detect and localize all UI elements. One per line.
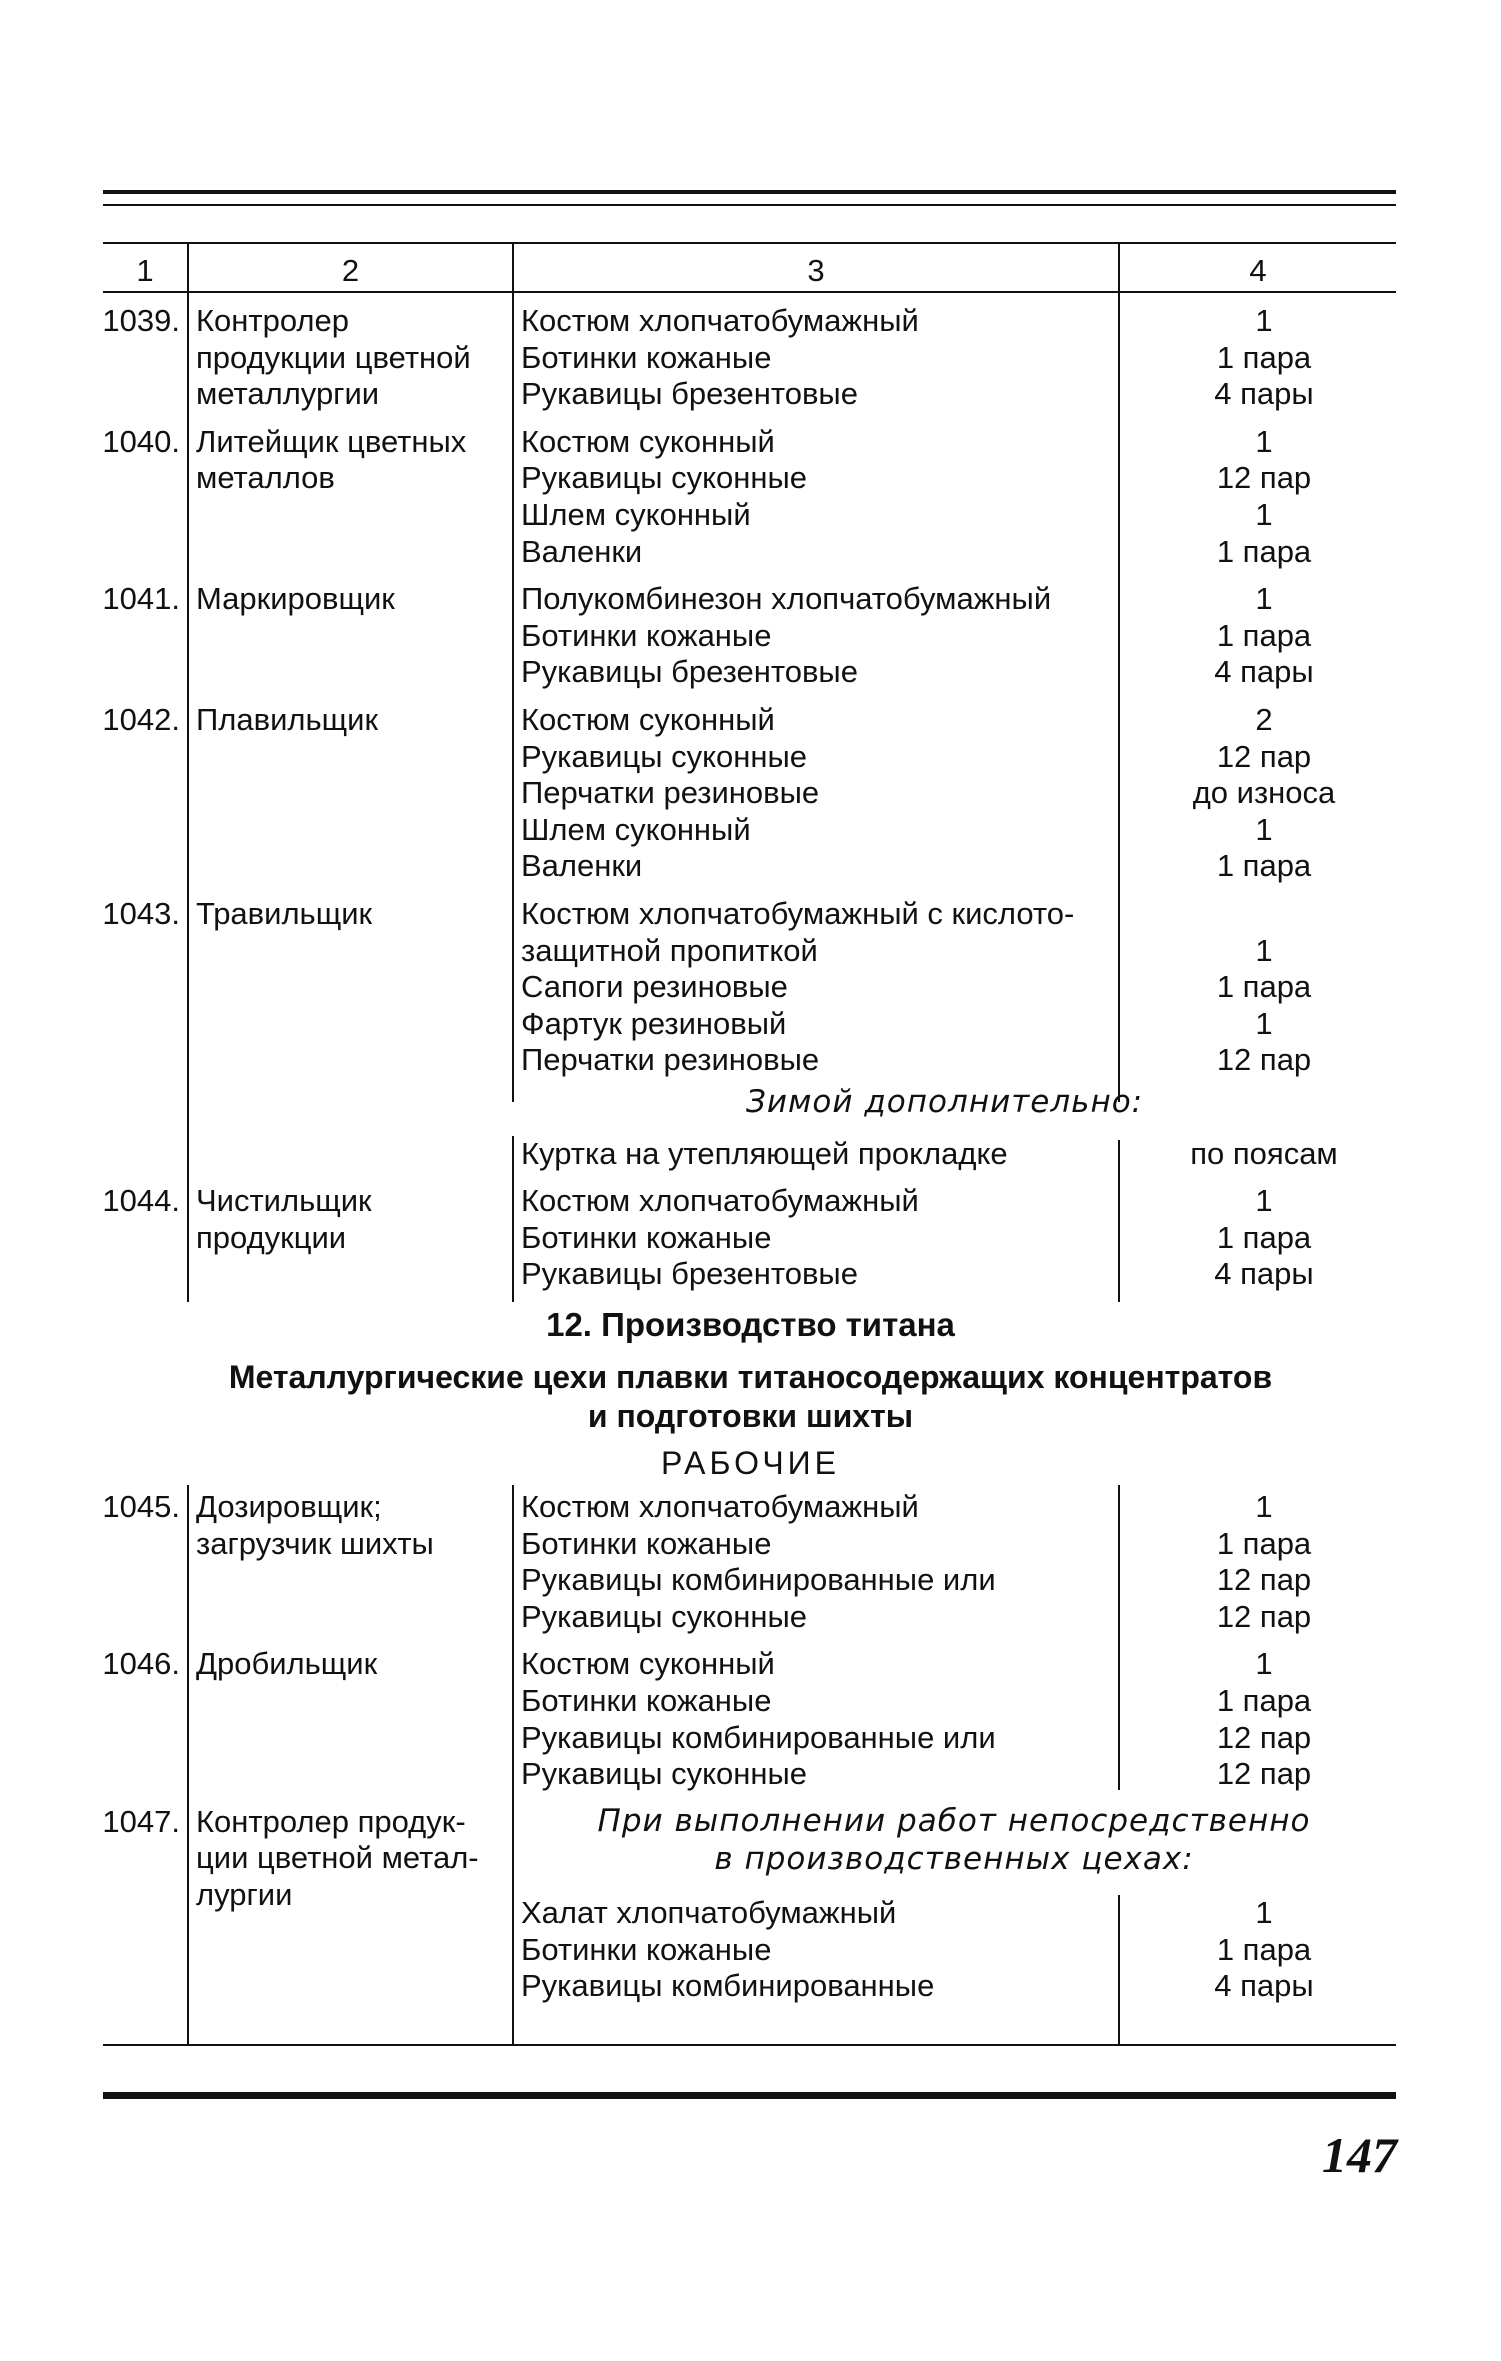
upper-item-name: Ботинки кожаные: [521, 339, 772, 375]
upper-profession: Маркировщик: [196, 581, 395, 617]
upper-item-name: Куртка на утепляющей прокладке: [521, 1135, 1008, 1171]
col-header-3: 3: [807, 253, 825, 288]
lower-item-name: Ботинки кожаные: [521, 1931, 772, 1967]
upper-item-name: Полукомбинезон хлопчатобумажный: [521, 581, 1052, 617]
upper-item-name: Костюм суконный: [521, 702, 775, 737]
upper-item-name: Костюм суконный: [521, 423, 775, 459]
upper-item-quantity: 4 пары: [1214, 376, 1314, 412]
upper-row-number: 1041.: [102, 581, 180, 617]
upper-item-name: Шлем суконный: [521, 497, 751, 532]
upper-profession: Литейщик цветных: [196, 423, 467, 459]
lower-profession: Дозировщик;: [196, 1489, 382, 1524]
lower-item-name: Халат хлопчатобумажный: [521, 1895, 897, 1930]
upper-profession: Плавильщик: [196, 702, 379, 737]
upper-item-quantity: 1 пара: [1216, 1219, 1312, 1255]
lower-item-quantity: 12 пар: [1216, 1598, 1312, 1634]
col-divider-3: [1118, 242, 1120, 1102]
lower-item-name: Рукавицы суконные: [521, 1598, 808, 1634]
upper-item-quantity: 1: [1255, 303, 1273, 338]
upper-item-name: Рукавицы брезентовые: [521, 1256, 858, 1292]
upper-item-name: Фартук резиновый: [521, 1005, 787, 1041]
lower-item-quantity: 12 пар: [1216, 1756, 1312, 1792]
lower-item-quantity: 1: [1255, 1646, 1273, 1682]
lower-item-quantity: 1 пара: [1216, 1683, 1312, 1718]
upper-item-quantity: 1: [1255, 581, 1273, 617]
lower-col-divider-2: [512, 1485, 514, 2045]
lower-item-name: Ботинки кожаные: [521, 1683, 772, 1718]
upper-item-name: Костюм хлопчатобумажный: [521, 303, 919, 338]
lower-row-number: 1045.: [102, 1489, 180, 1524]
lower-note: При выполнении работ непосредственно: [597, 1802, 1311, 1839]
lower-item-name: Костюм хлопчатобумажный: [521, 1489, 919, 1524]
upper-item-quantity: 1: [1255, 811, 1273, 847]
upper-profession: Контролер: [196, 303, 349, 338]
lower-item-name: Рукавицы суконные: [521, 1756, 808, 1792]
upper-item-name: Рукавицы суконные: [521, 738, 808, 774]
upper-item-quantity: 4 пары: [1214, 1256, 1314, 1292]
lower-item-quantity: 12 пар: [1216, 1562, 1312, 1598]
upper-row-number: 1042.: [102, 702, 180, 737]
upper-note: Зимой дополнительно:: [746, 1084, 1144, 1120]
section-title: 12. Производство титана: [546, 1306, 955, 1343]
lower-item-name: Рукавицы комбинированные или: [521, 1562, 996, 1598]
upper-item-name: Валенки: [521, 533, 643, 569]
lower-row-number: 1047.: [102, 1803, 180, 1839]
lower-item-quantity: 4 пары: [1214, 1968, 1314, 2004]
header-bottom-rule: [103, 291, 1396, 293]
upper-item-quantity: 2: [1255, 702, 1273, 737]
lower-profession: Дробильщик: [196, 1646, 378, 1682]
lower-item-name: Рукавицы комбинированные: [521, 1968, 935, 2004]
upper-item-quantity: 1: [1255, 932, 1273, 968]
upper-item-name: Валенки: [521, 848, 643, 884]
col-header-4: 4: [1249, 253, 1267, 288]
page-number: 147: [1322, 2127, 1397, 2183]
lower-item-quantity: 1 пара: [1216, 1931, 1312, 1967]
upper-item-name: защитной пропиткой: [521, 932, 818, 968]
col-divider-3b: [1118, 1140, 1120, 1302]
upper-item-name: Ботинки кожаные: [521, 1219, 772, 1255]
upper-row-number: 1044.: [102, 1183, 180, 1219]
upper-profession: металлов: [196, 460, 335, 496]
top-rule-thick: [103, 190, 1396, 194]
upper-item-quantity: 1: [1255, 497, 1273, 532]
lower-col-divider-3a: [1118, 1485, 1120, 1790]
upper-item-quantity: 1: [1255, 423, 1273, 459]
upper-item-name: Шлем суконный: [521, 811, 751, 847]
upper-item-quantity: 12 пар: [1216, 1042, 1312, 1078]
lower-item-name: Рукавицы комбинированные или: [521, 1719, 996, 1755]
upper-item-quantity: 1 пара: [1216, 848, 1312, 884]
upper-item-name: Сапоги резиновые: [521, 969, 788, 1005]
upper-item-quantity: 1 пара: [1216, 533, 1312, 569]
col-divider-2: [512, 242, 514, 1102]
col-divider-2b: [512, 1136, 514, 1302]
upper-item-quantity: 1 пара: [1216, 969, 1312, 1005]
lower-item-name: Костюм суконный: [521, 1646, 775, 1682]
col-divider-1: [187, 242, 189, 1302]
upper-item-name: Перчатки резиновые: [521, 775, 820, 811]
upper-row-number: 1039.: [102, 303, 180, 338]
upper-item-name: Рукавицы брезентовые: [521, 376, 858, 412]
lower-profession: загрузчик шихты: [196, 1525, 434, 1561]
upper-item-quantity: 1 пара: [1216, 617, 1312, 653]
lower-item-quantity: 1: [1255, 1489, 1273, 1524]
upper-item-name: Рукавицы суконные: [521, 460, 808, 496]
lower-item-quantity: 1: [1255, 1895, 1273, 1930]
subsection-title-line1: Металлургические цехи плавки титаносодержащих концентратов: [228, 1359, 1273, 1395]
upper-item-quantity: 1: [1255, 1005, 1273, 1041]
upper-item-quantity: до износа: [1192, 775, 1336, 811]
upper-item-quantity: 1 пара: [1216, 339, 1312, 375]
top-rule-thin: [103, 204, 1396, 206]
category-label: РАБОЧИЕ: [660, 1445, 841, 1481]
subsection-title-line2: и подготовки шихты: [587, 1398, 914, 1434]
lower-col-divider-3b: [1118, 1895, 1120, 2045]
lower-item-quantity: 1 пара: [1216, 1525, 1312, 1561]
lower-profession: ции цветной метал-: [196, 1840, 479, 1876]
lower-item-quantity: 12 пар: [1216, 1719, 1312, 1755]
upper-row-number: 1040.: [102, 423, 180, 459]
lower-col-divider-1: [187, 1485, 189, 2045]
upper-profession: Травильщик: [196, 896, 373, 931]
upper-profession: продукции: [196, 1219, 347, 1255]
upper-item-quantity: 12 пар: [1216, 738, 1312, 774]
upper-item-name: Ботинки кожаные: [521, 617, 772, 653]
lower-note: в производственных цехах:: [714, 1841, 1194, 1878]
header-top-rule: [103, 242, 1396, 244]
upper-profession: Чистильщик: [196, 1183, 372, 1219]
upper-item-name: Рукавицы брезентовые: [521, 654, 858, 690]
upper-row-number: 1043.: [102, 896, 180, 931]
upper-profession: металлургии: [196, 376, 380, 412]
upper-item-quantity: по поясам: [1190, 1135, 1338, 1171]
lower-profession: лургии: [196, 1877, 293, 1912]
bottom-rule: [103, 2092, 1396, 2099]
lower-row-number: 1046.: [102, 1646, 180, 1682]
upper-item-quantity: 4 пары: [1214, 654, 1314, 690]
lower-profession: Контролер продук-: [196, 1803, 466, 1839]
upper-item-name: Перчатки резиновые: [521, 1042, 820, 1078]
upper-item-quantity: 1: [1255, 1183, 1273, 1219]
lower-table-bottom-rule: [103, 2044, 1396, 2046]
upper-item-name: Костюм хлопчатобумажный: [521, 1183, 919, 1219]
col-header-2: 2: [341, 253, 360, 288]
upper-profession: продукции цветной: [196, 339, 471, 375]
col-header-1: 1: [136, 253, 154, 288]
lower-item-name: Ботинки кожаные: [521, 1525, 772, 1561]
upper-item-quantity: 12 пар: [1216, 460, 1312, 496]
upper-item-name: Костюм хлопчатобумажный с кислото-: [521, 896, 1075, 931]
